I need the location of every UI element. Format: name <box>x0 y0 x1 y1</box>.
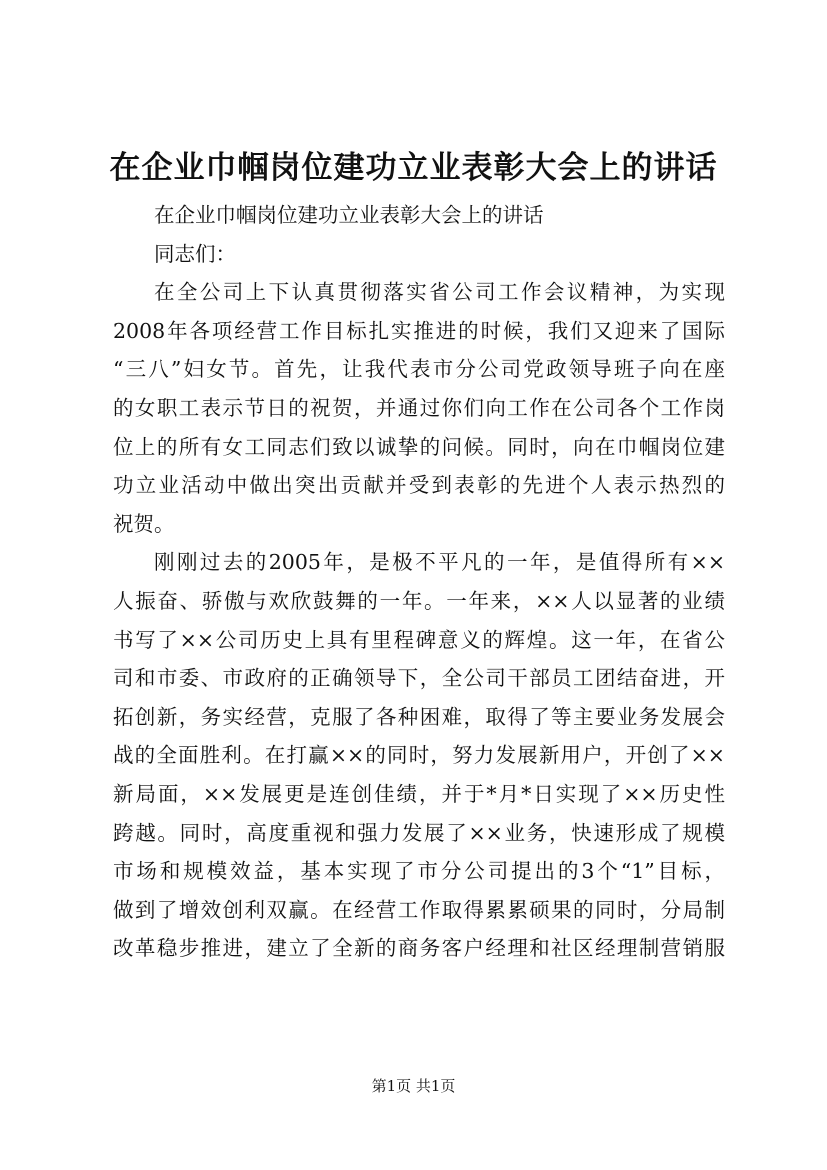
page-footer: 第1页 共1页 <box>371 1077 456 1095</box>
text-line: 人振奋、骄傲与欢欣鼓舞的一年。一年来，××人以显著的业绩 <box>113 588 725 613</box>
text-line: 刚刚过去的2005年，是极不平凡的一年，是值得所有×× <box>154 550 725 575</box>
text-line: 祝贺。 <box>113 511 175 536</box>
text-line: 2008年各项经营工作目标扎实推进的时候，我们又迎来了国际 <box>113 318 725 343</box>
text-line: 做到了增效创利双赢。在经营工作取得累累硕果的同时，分局制 <box>113 897 725 922</box>
text-line: “三八”妇女节。首先，让我代表市分公司党政领导班子向在座 <box>113 357 725 382</box>
text-line: 司和市委、市政府的正确领导下，全公司干部员工团结奋进，开 <box>113 666 725 691</box>
text-line: 在全公司上下认真贯彻落实省公司工作会议精神，为实现 <box>154 280 725 305</box>
text-line: 书写了××公司历史上具有里程碑意义的辉煌。这一年，在省公 <box>113 627 725 652</box>
text-line: 市场和规模效益，基本实现了市分公司提出的3个“1”目标， <box>113 859 725 884</box>
text-line: 跨越。同时，高度重视和强力发展了××业务，快速形成了规模 <box>113 820 725 845</box>
document-body <box>113 196 725 968</box>
text-line: 改革稳步推进，建立了全新的商务客户经理和社区经理制营销服 <box>113 936 725 961</box>
text-line: 同志们： <box>154 241 236 266</box>
text-line: 战的全面胜利。在打赢××的同时，努力发展新用户，开创了×× <box>113 743 725 768</box>
text-line: 拓创新，务实经营，克服了各种困难，取得了等主要业务发展会 <box>113 704 725 729</box>
document-title: 在企业巾帼岗位建功立业表彰大会上的讲话 <box>109 150 718 186</box>
text-line: 在企业巾帼岗位建功立业表彰大会上的讲话 <box>154 203 544 227</box>
text-line: 功立业活动中做出突出贡献并受到表彰的先进个人表示热烈的 <box>113 473 725 498</box>
text-line: 新局面，××发展更是连创佳绩，并于*月*日实现了××历史性 <box>113 781 725 806</box>
text-line: 位上的所有女工同志们致以诚挚的问候。同时，向在巾帼岗位建 <box>113 434 725 459</box>
text-line: 的女职工表示节日的祝贺，并通过你们向工作在公司各个工作岗 <box>113 395 725 420</box>
